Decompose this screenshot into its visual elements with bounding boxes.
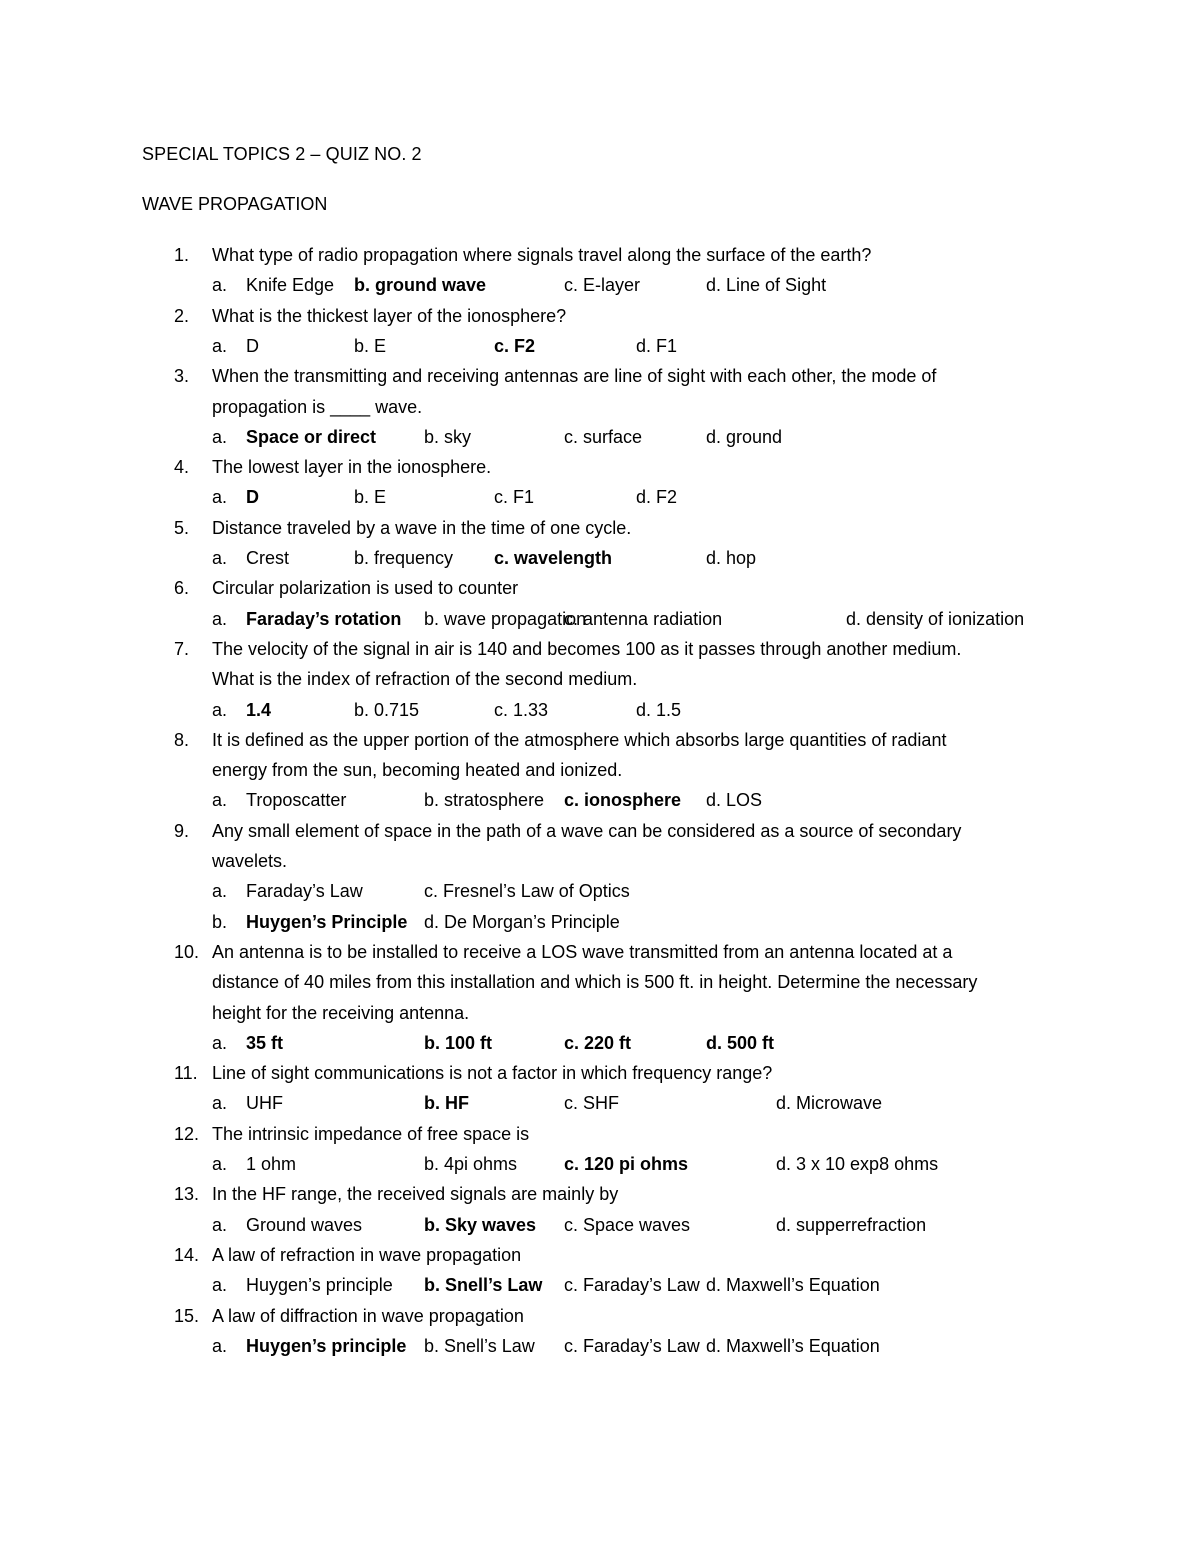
option-letter: a. [212,1032,228,1053]
option-letter: a. [212,608,228,629]
answer-option: b. 100 ft [424,1032,493,1053]
answer-option: d. 500 ft [706,1032,775,1053]
answer-option: d. Line of Sight [706,275,827,296]
answer-option: d. F2 [636,487,678,508]
question-text: height for the receiving antenna. [212,1002,470,1023]
answer-option: 35 ft [246,1032,284,1053]
question-text: wavelets. [212,851,288,871]
answer-option: c. Space waves [564,1214,691,1235]
option-letter: a. [212,1093,228,1114]
answer-option: d. 3 x 10 exp8 ohms [776,1154,939,1174]
question-number: 11. [174,1063,198,1084]
answer-option: 1.4 [246,699,272,720]
answer-option: Ground waves [246,1214,363,1235]
answer-option: b. Snell’s Law [424,1275,543,1296]
answer-option: b. wave propagation [424,608,587,629]
question-number: 9. [174,820,190,841]
question-text: Circular polarization is used to counter [212,578,519,599]
answer-option: d. Microwave [776,1093,883,1114]
answer-option: d. supperrefraction [776,1214,927,1235]
question-text: When the transmitting and receiving antennas are line of sight with each other, the mode of [212,366,937,387]
answer-option: d. hop [706,548,757,568]
answer-option: c. SHF [564,1093,620,1114]
answer-option: UHF [246,1093,283,1114]
option-letter: a. [212,1335,228,1356]
answer-option: Huygen’s Principle [246,911,408,932]
question-number: 1. [174,245,190,265]
option-letter: a. [212,790,228,811]
question-number: 10. [174,941,200,962]
answer-option: d. LOS [706,790,763,811]
answer-option: b. 4pi ohms [424,1154,518,1174]
answer-option: c. F2 [494,335,536,356]
answer-option: c. 220 ft [564,1032,632,1053]
question-number: 4. [174,457,190,478]
answer-option: b. stratosphere [424,790,545,811]
answer-option: c. 120 pi ohms [564,1154,689,1174]
answer-option: d. Maxwell’s Equation [706,1275,880,1296]
question-text: distance of 40 miles from this installation and which is 500 ft. in height. Determine the necessary [212,972,978,993]
option-letter: a. [212,1214,228,1235]
answer-option: d. density of ionization [846,608,1025,629]
answer-option: Faraday’s rotation [246,608,402,629]
answer-option: c. ionosphere [564,790,682,811]
question-text: The lowest layer in the ionosphere. [212,457,492,478]
answer-option: 1 ohm [246,1154,297,1174]
answer-option: c. Fresnel’s Law of Optics [424,881,630,902]
answer-option: Space or direct [246,426,377,447]
answer-option: D [246,335,259,356]
option-letter: a. [212,335,228,356]
question-text: A law of diffraction in wave propagation [212,1305,524,1326]
question-text: propagation is ____ wave. [212,396,423,417]
answer-option: c. Faraday’s Law [564,1275,700,1296]
answer-option: d. Maxwell’s Equation [706,1335,880,1356]
question-text: energy from the sun, becoming heated and ionized. [212,760,623,781]
answer-option: c. F1 [494,487,535,508]
question-number: 3. [174,366,190,387]
answer-option: c. surface [564,426,643,447]
answer-option: b. Snell’s Law [424,1335,535,1356]
answer-option: d. 1.5 [636,699,682,720]
question-number: 12. [174,1123,200,1144]
answer-option: b. E [354,487,387,508]
question-number: 6. [174,578,190,599]
answer-option: b. ground wave [354,275,487,296]
option-letter: a. [212,1154,228,1174]
question-text: Distance traveled by a wave in the time of one cycle. [212,517,632,538]
question-number: 2. [174,305,190,326]
question-text: What type of radio propagation where signals travel along the surface of the earth? [212,245,872,265]
question-number: 15. [174,1305,200,1326]
answer-option: Knife Edge [246,275,335,296]
option-letter: a. [212,881,228,902]
option-letter: a. [212,699,228,720]
answer-option: Faraday’s Law [246,881,363,902]
question-text: It is defined as the upper portion of the atmosphere which absorbs large quantities of radiant [212,729,947,750]
answer-option: b. E [354,335,387,356]
answer-option: d. ground [706,426,783,447]
question-text: The intrinsic impedance of free space is [212,1123,530,1144]
answer-option: b. frequency [354,548,454,568]
answer-option: d. De Morgan’s Principle [424,911,620,932]
question-text: Any small element of space in the path of a wave can be considered as a source of secondary [212,820,962,841]
question-number: 13. [174,1184,200,1205]
question-text: Line of sight communications is not a factor in which frequency range? [212,1063,773,1084]
option-letter: a. [212,548,228,568]
answer-option: b. HF [424,1093,469,1114]
answer-option: d. F1 [636,335,678,356]
option-letter: a. [212,275,228,296]
question-number: 8. [174,729,190,750]
question-text: An antenna is to be installed to receive a LOS wave transmitted from an antenna located at a [212,941,953,962]
answer-option: c. 1.33 [494,699,549,720]
answer-option: c. Faraday’s Law [564,1335,700,1356]
question-number: 5. [174,517,190,538]
question-text: What is the index of refraction of the second medium. [212,669,638,690]
question-text: In the HF range, the received signals are mainly by [212,1184,619,1205]
section-title: WAVE PROPAGATION [142,194,328,214]
question-number: 14. [174,1244,200,1265]
option-letter: b. [212,911,228,932]
answer-option: b. Sky waves [424,1214,537,1235]
answer-option: Crest [246,548,290,568]
answer-option: c. wavelength [494,548,613,568]
answer-option: Huygen’s principle [246,1275,393,1296]
option-letter: a. [212,426,228,447]
question-number: 7. [174,638,190,659]
page-title: SPECIAL TOPICS 2 – QUIZ NO. 2 [142,144,422,164]
answer-option: b. sky [424,426,472,447]
answer-option: D [246,487,259,508]
option-letter: a. [212,1275,228,1296]
option-letter: a. [212,487,228,508]
answer-option: c. E-layer [564,275,641,296]
answer-option: c. antenna radiation [564,608,723,629]
question-text: What is the thickest layer of the ionosphere? [212,305,567,326]
answer-option: Huygen’s principle [246,1335,407,1356]
question-text: A law of refraction in wave propagation [212,1244,522,1265]
answer-option: b. 0.715 [354,699,420,720]
question-text: The velocity of the signal in air is 140 and becomes 100 as it passes through another medium. [212,638,962,659]
answer-option: Troposcatter [246,790,347,811]
